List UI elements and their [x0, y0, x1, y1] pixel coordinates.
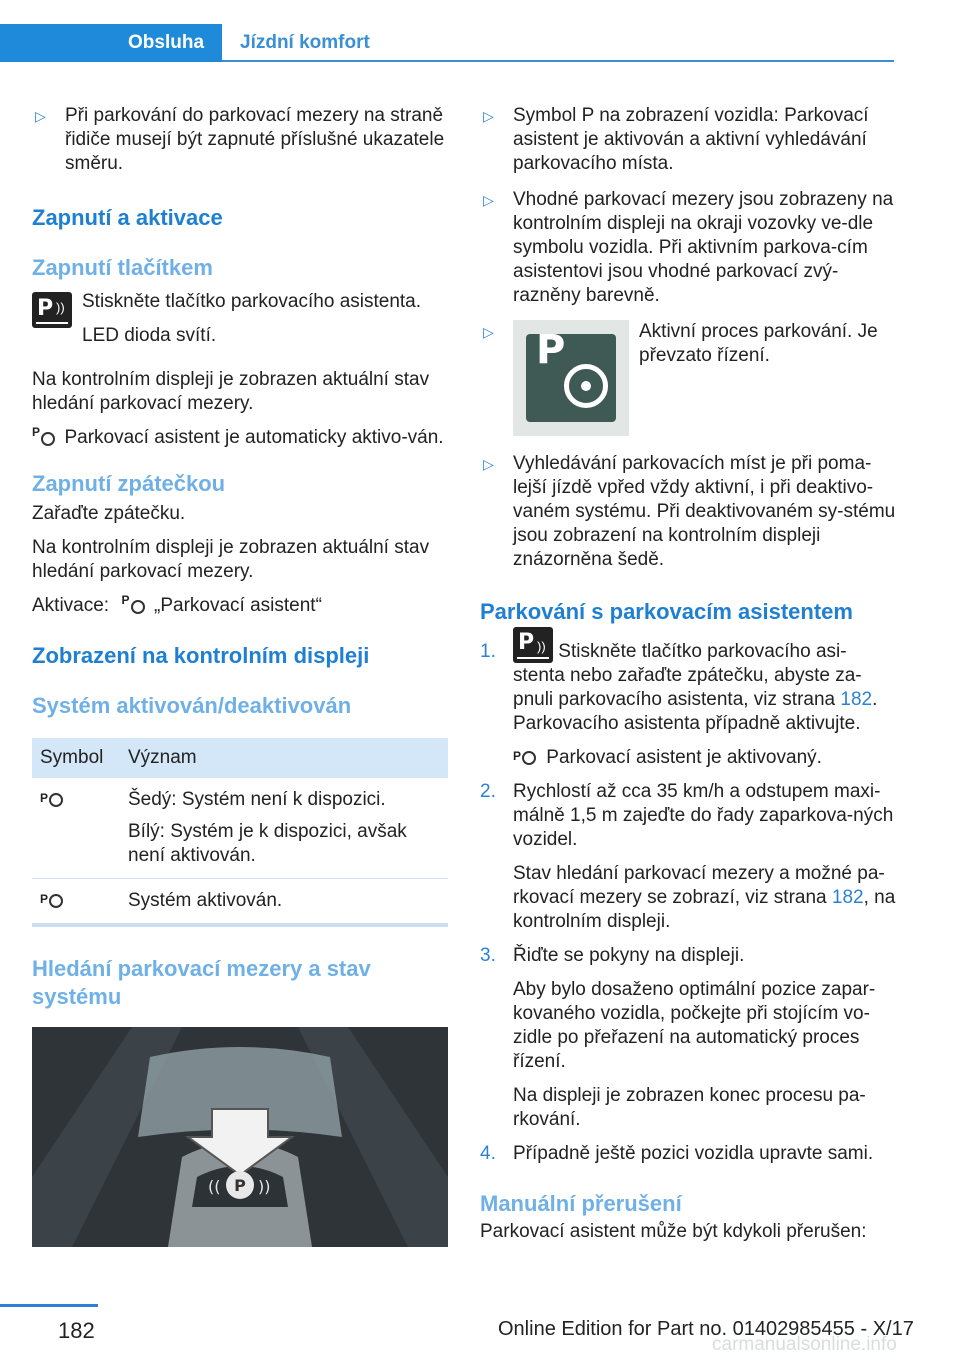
parking-search-illustration [32, 1027, 448, 1247]
heading-search-state: Hledání parkovací mezery a stav systému [32, 956, 371, 1009]
parking-assist-icon: P [513, 748, 541, 768]
heading-control-display: Zobrazení na kontrolním displeji [32, 643, 370, 668]
car-display-graphic [32, 1027, 448, 1247]
table-header-meaning: Význam [120, 738, 448, 778]
parking-assistant-button-icon: P )) [513, 627, 553, 663]
triangle-bullet-icon: ▷ [35, 108, 46, 124]
list-item: 2. Rychlostí až cca 35 km/h a odstupem maxi-málně 1,5 m zajeďte do řady zaparkova-ných vozidel. Stav hledání parkovací mezery a možné pa-rkovací mezery se zobrazí, viz strana 182, na kontrolním displeji. [480, 781, 896, 932]
parking-assistant-button-icon: P )) [32, 292, 72, 328]
list-item: ▷ Vyhledávání parkovacích míst je při poma-lejší jízdě vpřed vždy aktivní, i při deaktivo-vaném systému. Při deaktivovaném sy-stému jsou zobrazení na kontrolním displeji znázorněna šedě. [483, 453, 896, 570]
page-link[interactable]: 182 [831, 887, 864, 908]
watermark: carmanualsonline.info [712, 1334, 897, 1355]
tab-jizdni-komfort[interactable]: Jízdní komfort [240, 32, 370, 53]
heading-system-state: Systém aktivován/deaktivován [32, 693, 352, 718]
header [0, 0, 960, 62]
table-row: P Šedý: Systém není k dispozici. Bílý: Systém je k dispozici, avšak není aktivován. [32, 778, 448, 879]
table-header-symbol: Symbol [32, 738, 120, 778]
list-item: 3. Řiďte se pokyny na displeji. Aby bylo dosaženo optimální pozice zapar-kovaného vozidla, počkejte při stojícím vo-zidle po přeřazení na automatický proces řízení. Na displeji je zobrazen konec procesu pa-rkování. [480, 945, 876, 1130]
left-column: ▷ Při parkování do parkovací mezery na straně řidiče musejí být zapnuté příslušné ukazatele směru. Zapnutí a aktivace Zapnutí tlačítkem P )) Stiskněte tlačítko parkovacího asistenta. LED dioda svítí. Na kontrolním displeji je zobrazen aktuální stav hledání parkovací mezery. P Parkovací asistent je automaticky aktivo-ván. Zapnutí zpátečkou Zařaďte zpátečku. Na kontrolním displeji je zobrazen aktuální stav hledání parkovací mezery. Aktivace: P „Parkovací asistent“ Zobrazení na kontrolním displeji Systém aktivován/deaktivován Symbol Význam P Šedý: Systém není k dispozici. Bílý: Systém je k dispozici, avšak není aktivován. P Systém aktivován. Hledání parkovací mezery a stav systému P (( )) [32, 100, 448, 1247]
button-instruction: P )) Stiskněte tlačítko parkovacího asistenta. LED dioda svítí. [32, 290, 448, 348]
list-item: 4. Případně ještě pozici vozidla upravte sami. [480, 1143, 874, 1164]
list-item: ▷ Symbol P na zobrazení vozidla: Parkovací asistent je aktivován a aktivní vyhledávání parkovacího místa. [483, 105, 869, 174]
list-item: ▷ Při parkování do parkovací mezery na straně řidiče musejí být zapnuté příslušné ukazatele směru. [35, 105, 445, 174]
heading-manual-interrupt: Manuální přerušení [480, 1191, 682, 1216]
parking-assist-icon: P [40, 790, 68, 810]
header-divider [222, 60, 894, 62]
page-link[interactable]: 182 [840, 689, 873, 710]
svg-text:P: P [234, 1176, 246, 1195]
parking-assist-active-icon: P [40, 891, 68, 911]
footer-divider [0, 1304, 98, 1307]
activation-line: Aktivace: P „Parkovací asistent“ [32, 592, 322, 616]
triangle-bullet-icon: ▷ [483, 108, 494, 124]
heading-reverse-on: Zapnutí zpátečkou [32, 471, 226, 496]
table-header-row [32, 738, 448, 778]
list-item: ▷ Vhodné parkovací mezery jsou zobrazeny na kontrolním displeji na okraji vozovky ve-dle symbolu vozidla. Při aktivním parkova-cím asistentovi jsou vhodné parkovací zvý-razněny barevně. [483, 189, 894, 306]
svg-text:((: (( [208, 1177, 221, 1196]
heading-button-on: Zapnutí tlačítkem [32, 255, 213, 280]
triangle-bullet-icon: ▷ [483, 324, 494, 340]
triangle-bullet-icon: ▷ [483, 456, 494, 472]
page-number: 182 [58, 1318, 95, 1343]
heading-parking: Parkování s parkovacím asistentem [480, 599, 853, 624]
svg-text:)): )) [258, 1177, 271, 1196]
table-row: P Systém aktivován. [32, 879, 448, 926]
edition-text: Online Edition for Part no. 01402985455 - X/17 [498, 1318, 914, 1340]
tab-obsluha[interactable]: Obsluha [0, 24, 222, 62]
list-item: ▷ P Aktivní proces parkování. Je převzato řízení. [480, 320, 896, 436]
symbol-table [32, 738, 448, 927]
parking-assist-icon: P [32, 429, 60, 449]
right-column: ▷ Symbol P na zobrazení vozidla: Parkovací asistent je aktivován a aktivní vyhledávání parkovacího místa. ▷ Vhodné parkovací mezery jsou zobrazeny na kontrolním displeji na okraji vozovky ve-dle symbolu vozidla. Při aktivním parkova-cím asistentovi jsou vhodné parkovací zvý-razněny barevně. ▷ P Aktivní proces parkování. Je převzato řízení. ▷ Vyhledávání parkovacích míst je při poma-lejší jízdě vpřed vždy aktivní, i při deaktivo-vaném systému. Při deaktivovaném sy-stému jsou zobrazení na kontrolním displeji znázorněna šedě. Parkování s parkovacím asistentem 1. P )) Stiskněte tlačítko parkovacího asi-stenta nebo zařaďte zpátečku, abyste za-pnuli parkovacího asistenta, viz strana 182. Parkovacího asistenta případně aktivujte. P Parkovací asistent je aktivovaný. 2. Rychlostí až cca 35 km/h a odstupem maxi-málně 1,5 m zajeďte do řady zaparkova-ných vozidel. Stav hledání parkovací mezery a možné pa-rkovací mezery se zobrazí, viz strana 182, na kontrolním displeji. 3. Řiďte se pokyny na displeji. Aby bylo dosaženo optimální pozice zapar-kovaného vozidla, počkejte při stojícím vo-zidle po přeřazení na automatický proces řízení. Na displeji je zobrazen konec procesu pa-rkování. 4. Případně ještě pozici vozidla upravte sami. Manuální přerušení Parkovací asistent může být kdykoli přerušen: [480, 105, 896, 1242]
triangle-bullet-icon: ▷ [483, 192, 494, 208]
display-status-text: Na kontrolním displeji je zobrazen aktuální stav hledání parkovací mezery. [32, 369, 430, 414]
parking-assist-icon: P [122, 597, 150, 617]
heading-activation: Zapnutí a aktivace [32, 205, 223, 230]
active-parking-icon: P [513, 320, 629, 436]
list-item: 1. P )) Stiskněte tlačítko parkovacího asi-stenta nebo zařaďte zpátečku, abyste za-pnuli parkovacího asistenta, viz strana 182. Parkovacího asistenta případně aktivujte. P Parkovací asistent je aktivovaný. [480, 640, 896, 770]
auto-active-line: P Parkovací asistent je automaticky aktivo-ván. [32, 424, 444, 448]
